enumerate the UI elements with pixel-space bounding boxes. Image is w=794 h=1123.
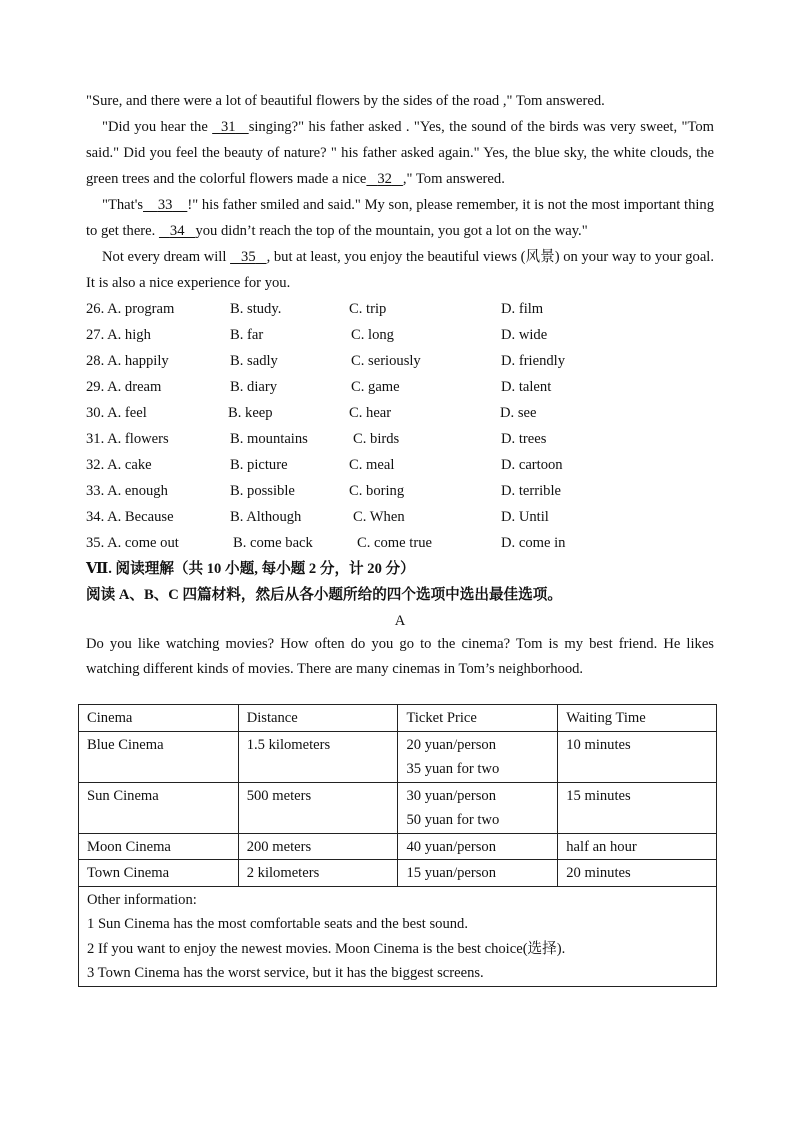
option-b: B. picture <box>230 457 288 473</box>
table-cell: 20 minutes <box>558 860 717 887</box>
option-b: B. come back <box>233 535 313 551</box>
passage-text: you didn’t reach the top of the mountain, you got a lot on the way." <box>195 223 588 239</box>
option-b: B. far <box>230 327 264 343</box>
passage-paragraph-4 <box>86 244 714 296</box>
table-row <box>79 782 717 833</box>
table-cell <box>398 782 558 833</box>
table-cell: half an hour <box>558 833 717 860</box>
option-a: 33. A. enough <box>86 483 168 499</box>
option-b: B. possible <box>230 483 295 499</box>
table-header-cell: Distance <box>238 705 398 732</box>
table-cell: 15 minutes <box>558 782 717 833</box>
option-b: B. Although <box>230 509 302 525</box>
table-row <box>79 833 717 860</box>
option-c: C. meal <box>349 457 395 473</box>
passage-text: Not every dream will <box>102 249 231 265</box>
passage-text: "Did you hear the <box>102 119 213 135</box>
option-d: D. come in <box>501 535 566 551</box>
other-info-row <box>79 886 717 986</box>
options-list <box>86 296 714 556</box>
passage-paragraph-3 <box>86 192 714 244</box>
option-d: D. wide <box>501 327 548 343</box>
price-line: 35 yuan for two <box>406 761 500 777</box>
table-cell: 1.5 kilometers <box>238 731 398 782</box>
table-header-row <box>79 705 717 732</box>
table-header-cell: Waiting Time <box>558 705 717 732</box>
option-row-33 <box>86 478 714 504</box>
option-c: C. seriously <box>351 353 421 369</box>
other-info-item: 2 If you want to enjoy the newest movies. Moon Cinema is the best choice(选择). <box>87 940 566 957</box>
table-cell: 40 yuan/person <box>398 833 558 860</box>
option-row-27 <box>86 322 714 348</box>
passage-text: !" his father smiled and said." My son, please remember, it is not the most important thing to get there. <box>86 197 715 239</box>
section-instruction: 阅读 A、B、C 四篇材料，然后从各小题所给的四个选项中选出最佳选项。 <box>86 587 562 603</box>
table-cell: 15 yuan/person <box>398 860 558 887</box>
option-a: 34. A. Because <box>86 509 174 525</box>
option-d: D. film <box>501 301 544 317</box>
blank-33: 33 <box>157 197 173 213</box>
table-cell <box>398 731 558 782</box>
passage-text: ," Tom answered. <box>402 171 505 187</box>
option-row-35 <box>86 530 714 556</box>
option-a: 32. A. cake <box>86 457 152 473</box>
price-line: 50 yuan for two <box>406 812 500 828</box>
option-a: 28. A. happily <box>86 353 169 369</box>
option-c: C. birds <box>353 431 400 447</box>
table-header-cell: Cinema <box>79 705 239 732</box>
passage-label: A <box>394 613 406 629</box>
price-line: 30 yuan/person <box>406 787 497 804</box>
option-d: D. terrible <box>501 483 561 499</box>
table-cell: Town Cinema <box>79 860 239 887</box>
other-info-title: Other information: <box>87 891 197 908</box>
blank-35: 35 <box>241 249 256 265</box>
option-c: C. long <box>351 327 394 343</box>
passage-text: singing?" his father asked . "Yes, the sound of the birds was very sweet, "Tom said." Did you feel the beauty of nature? " his father asked again." Yes, the blue sky, the white clouds, the green trees and the colorful flowers made a nice <box>86 119 715 187</box>
passage-paragraph-2 <box>86 114 714 192</box>
blank-32: 32 <box>377 171 392 187</box>
passage-intro: Do you like watching movies? How often do you go to the cinema? Tom is my best friend. He likes watching different kinds of movies. There are many cinemas in Tom’s neighborhood. <box>86 636 714 677</box>
option-c: C. come true <box>357 535 432 551</box>
passage-line-1 <box>86 88 714 114</box>
blank-34: 34 <box>169 223 185 239</box>
cinema-table <box>78 704 717 987</box>
price-line: 20 yuan/person <box>406 736 497 753</box>
table-row <box>79 731 717 782</box>
option-d: D. cartoon <box>501 457 563 473</box>
option-b: B. mountains <box>230 431 308 447</box>
option-d: D. Until <box>501 509 549 525</box>
blank-31: 31 <box>220 119 236 135</box>
option-row-28 <box>86 348 714 374</box>
table-cell: 2 kilometers <box>238 860 398 887</box>
other-info-item: 1 Sun Cinema has the most comfortable seats and the best sound. <box>87 916 468 932</box>
option-d: D. see <box>500 405 537 421</box>
table-cell: Moon Cinema <box>79 833 239 860</box>
option-row-26 <box>86 296 714 322</box>
table-cell: Sun Cinema <box>79 782 239 833</box>
table-cell: Blue Cinema <box>79 731 239 782</box>
option-a: 27. A. high <box>86 327 151 343</box>
exam-page <box>86 88 714 682</box>
table-cell: 500 meters <box>238 782 398 833</box>
option-a: 31. A. flowers <box>86 431 169 447</box>
passage-text: "That's <box>102 197 144 213</box>
option-a: 26. A. program <box>86 301 175 317</box>
option-c: C. boring <box>349 483 405 499</box>
option-c: C. game <box>351 379 400 395</box>
option-a: 30. A. feel <box>86 405 147 421</box>
option-b: B. sadly <box>230 353 278 369</box>
option-b: B. keep <box>228 405 273 421</box>
option-a: 29. A. dream <box>86 379 162 395</box>
option-row-31 <box>86 426 714 452</box>
option-c: C. When <box>353 509 405 525</box>
option-d: D. trees <box>501 431 547 447</box>
option-row-32 <box>86 452 714 478</box>
table-header-cell: Ticket Price <box>398 705 558 732</box>
section-heading: Ⅶ. 阅读理解（共 10 小题, 每小题 2 分，计 20 分） <box>86 561 415 577</box>
passage-text: "Sure, and there were a lot of beautiful flowers by the sides of the road ," Tom answered. <box>86 93 605 109</box>
option-row-30 <box>86 400 714 426</box>
other-info-item: 3 Town Cinema has the worst service, but it has the biggest screens. <box>87 965 484 981</box>
table-cell: 10 minutes <box>558 731 717 782</box>
option-d: D. talent <box>501 379 552 395</box>
option-b: B. study. <box>230 301 282 317</box>
option-row-29 <box>86 374 714 400</box>
option-c: C. trip <box>349 301 387 317</box>
option-c: C. hear <box>349 405 392 421</box>
option-row-34 <box>86 504 714 530</box>
passage-text: , but at least, you enjoy the beautiful views (风景) on your way to your goal. It is also a nice experience for you. <box>86 249 715 291</box>
option-b: B. diary <box>230 379 278 395</box>
option-a: 35. A. come out <box>86 535 179 551</box>
other-info-cell <box>79 886 717 986</box>
option-d: D. friendly <box>501 353 566 369</box>
table-row <box>79 860 717 887</box>
table-cell: 200 meters <box>238 833 398 860</box>
